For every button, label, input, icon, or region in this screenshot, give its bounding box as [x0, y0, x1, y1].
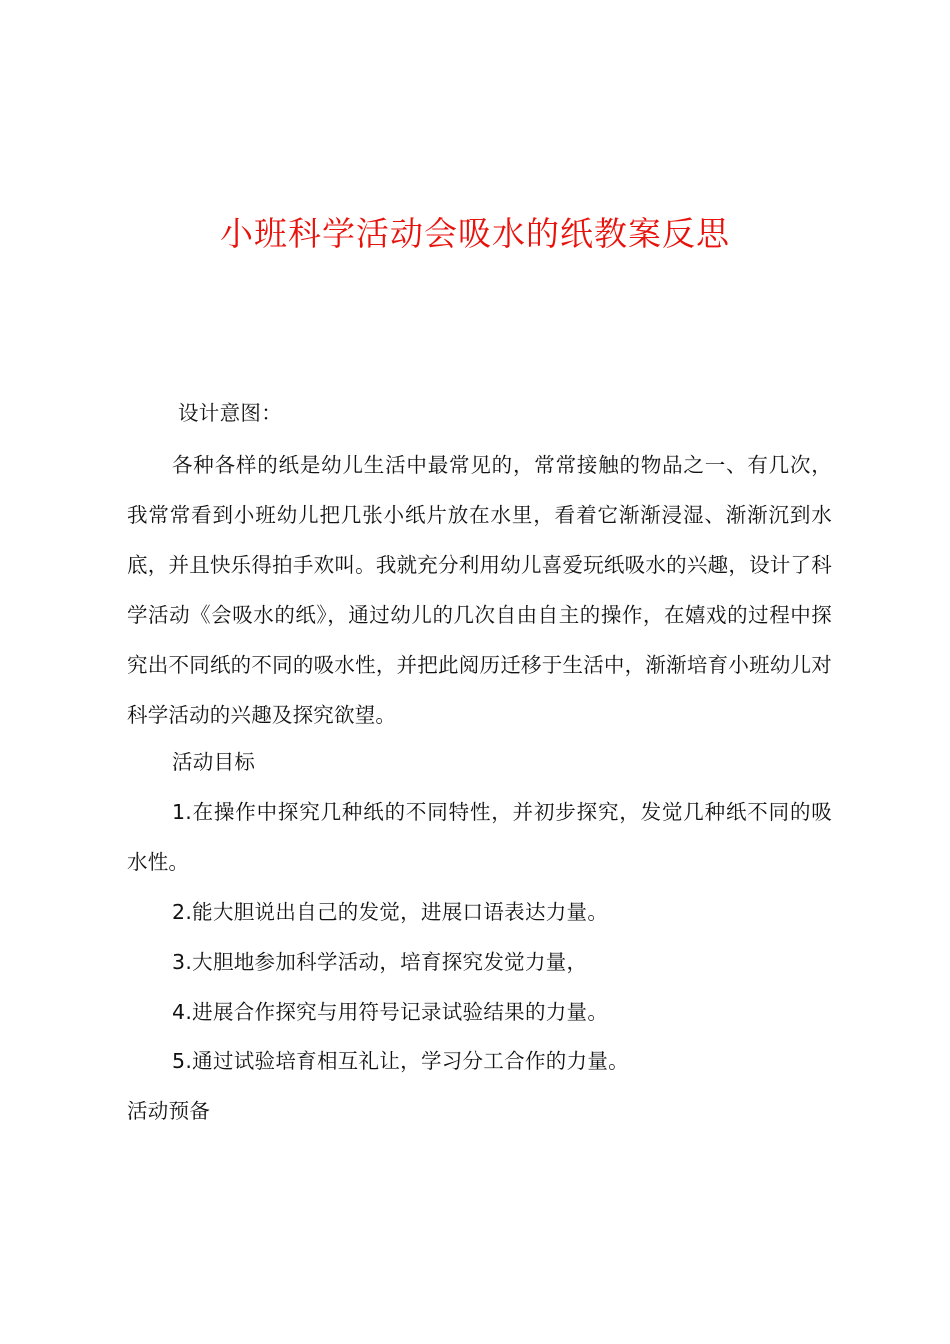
goal-item-5: 5.通过试验培育相互礼让，学习分工合作的力量。	[172, 1049, 629, 1073]
goal-item-1: 1.在操作中探究几种纸的不同特性，并初步探究，发觉几种纸不同的吸水性。	[127, 800, 832, 874]
design-intent-heading: 设计意图：	[178, 401, 282, 425]
goal-item-2: 2.能大胆说出自己的发觉，进展口语表达力量。	[172, 900, 609, 924]
goal-item-4: 4.进展合作探究与用符号记录试验结果的力量。	[172, 1000, 609, 1024]
goal-item-3: 3.大胆地参加科学活动，培育探究发觉力量，	[172, 950, 588, 974]
activity-preparation-heading: 活动预备	[127, 1099, 211, 1123]
document-title: 小班科学活动会吸水的纸教案反思	[220, 214, 730, 253]
design-intent-paragraph: 各种各样的纸是幼儿生活中最常见的，常常接触的物品之一、有几次，我常常看到小班幼儿把几张小纸片放在水里，看着它渐渐浸湿、渐渐沉到水底，并且快乐得拍手欢叫。我就充分利用幼儿喜爱玩纸吸水的兴趣，设计了科学活动《会吸水的纸》，通过幼儿的几次自由自主的操作，在嬉戏的过程中探究出不同纸的不同的吸水性，并把此阅历迁移于生活中，渐渐培育小班幼儿对科学活动的兴趣及探究欲望。	[127, 453, 832, 727]
activity-goals-heading: 活动目标	[172, 750, 256, 774]
